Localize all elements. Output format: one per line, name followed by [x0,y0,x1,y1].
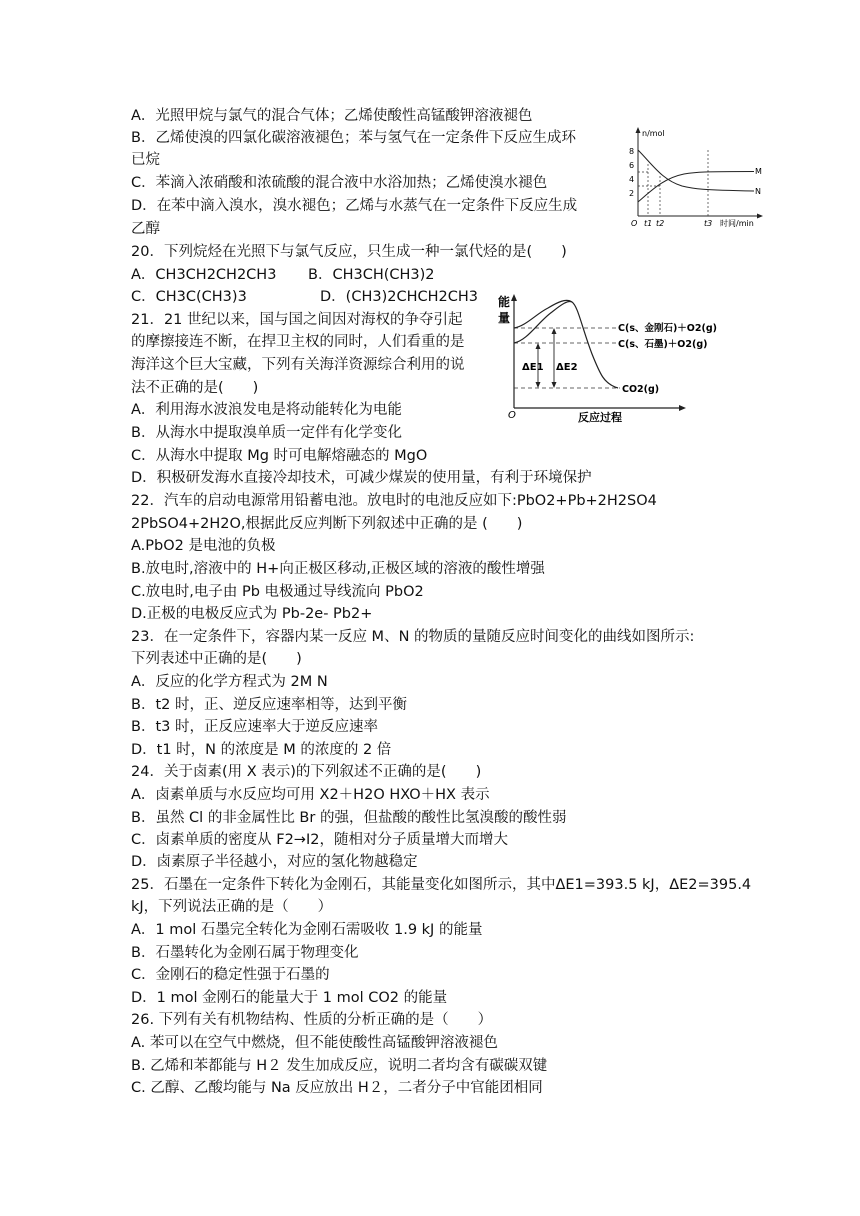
level-co2-label: CO2(g) [622,384,660,395]
y-tick-2: 2 [629,189,635,198]
de1-label: ΔE1 [522,362,544,373]
q21-stem-4: 法不正确的是( ) [131,380,259,396]
q21-stem-2: 的摩擦接连不断，在捍卫主权的同时，人们看重的是 [131,334,465,350]
q25-option-c: C．金刚石的稳定性强于石墨的 [131,967,330,983]
energy-x-arrow [679,405,686,411]
curve-n-label: N [755,187,761,196]
de1-arrowhead-top [536,343,541,349]
q25-stem-2: kJ，下列说法正确的是（ ） [131,899,333,915]
q26-option-a: A. 苯可以在空气中燃烧，但不能使酸性高锰酸钾溶液褪色 [131,1035,498,1051]
energy-curve-graphite [514,301,618,388]
level-diamond-label: C(s、金刚石)＋O2(g) [618,323,717,334]
x-tick-t2: t2 [656,219,665,228]
q26-option-b: B. 乙烯和苯都能与 H２ 发生加成反应，说明二者均含有碳碳双键 [131,1058,548,1074]
curve-n [638,150,754,191]
q22-option-a: A.PbO2 是电池的负极 [131,538,276,554]
q22-stem-1: 22．汽车的启动电源常用铅蓄电池。放电时的电池反应如下:PbO2+Pb+2H2SO4 [131,493,657,509]
q24-stem: 24．关于卤素(用 X 表示)的下列叙述不正确的是( ) [131,764,482,780]
origin-label: O [631,219,638,228]
mn-time-graph [622,126,764,232]
q25-option-b: B．石墨转化为金刚石属于物理变化 [131,945,359,961]
y-tick-8: 8 [629,147,635,156]
x-tick-t3: t3 [704,219,713,228]
energy-origin: O [508,410,516,421]
q22-stem-2: 2PbSO4+2H2O,根据此反应判断下列叙述中正确的是 ( ) [131,516,523,532]
de2-arrowhead-bottom [552,382,557,388]
q25-stem-1: 25．石墨在一定条件下转化为金刚石，其能量变化如图所示，其中ΔE1=393.5 kJ，ΔE2=395.4 [131,877,752,893]
q25-option-a: A．1 mol 石墨完全转化为金刚石需吸收 1.9 kJ 的能量 [131,922,483,938]
q19-option-d: D．在苯中滴入溴水，溴水褪色；乙烯与水蒸气在一定条件下反应生成 [131,198,578,214]
q20-option-a: A．CH3CH2CH2CH3 [131,267,277,283]
q26-stem: 26. 下列有关有机物结构、性质的分析正确的是（ ） [131,1012,493,1028]
q21-option-c: C．从海水中提取 Mg 时可电解熔融态的 MgO [131,448,428,464]
q21-option-d: D．积极研发海水直接冷却技术，可减少煤炭的使用量，有利于环境保护 [131,470,592,486]
de2-label: ΔE2 [556,362,578,373]
q19-option-c: C．苯滴入浓硝酸和浓硫酸的混合液中水浴加热；乙烯使溴水褪色 [131,175,548,191]
q19-option-b-cont: 已烷 [131,152,160,168]
q25-option-d: D．1 mol 金刚石的能量大于 1 mol CO2 的能量 [131,990,448,1006]
level-graphite-label: C(s、石墨)＋O2(g) [618,339,708,350]
q21-option-a: A．利用海水波浪发电是将动能转化为电能 [131,402,402,418]
x-axis-label: 时间/min [720,219,754,228]
q24-option-d: D．卤素原子半径越小，对应的氢化物越稳定 [131,854,418,870]
q26-option-c: C. 乙醇、乙酸均能与 Na 反应放出 H２，二者分子中官能团相同 [131,1080,543,1096]
q24-option-b: B．虽然 Cl 的非金属性比 Br 的强，但盐酸的酸性比氢溴酸的酸性弱 [131,810,567,826]
q22-option-c: C.放电时,电子由 Pb 电极通过导线流向 PbO2 [131,584,424,600]
q20-stem: 20．下列烷烃在光照下与氯气反应，只生成一种一氯代烃的是( ) [131,244,567,260]
energy-xlabel: 反应过程 [578,411,622,424]
q19-option-b: B．乙烯使溴的四氯化碳溶液褪色；苯与氢气在一定条件下反应生成环 [131,130,576,146]
y-tick-4: 4 [629,175,635,184]
x-axis-arrow [757,214,763,219]
q21-stem-1: 21．21 世纪以来，国与国之间因对海权的争夺引起 [131,312,463,328]
de2-arrowhead-top [552,328,557,334]
q20-option-d: D．(CH3)2CHCH2CH3 [320,289,478,305]
x-tick-t1: t1 [644,219,653,228]
curve-m [638,172,754,203]
energy-y-arrow [511,294,517,301]
q22-option-b: B.放电时,溶液中的 H+向正极区移动,正极区域的溶液的酸性增强 [131,561,545,577]
q21-stem-3: 海洋这个巨大宝藏，下列有关海洋资源综合利用的说 [131,357,465,373]
energy-ylabel-2: 量 [498,311,511,325]
curve-m-label: M [755,167,762,176]
q19-option-d-cont: 乙醇 [131,221,160,237]
q23-stem-1: 23．在一定条件下，容器内某一反应 M、N 的物质的量随反应时间变化的曲线如图所示: [131,629,695,645]
q24-option-a: A．卤素单质与水反应均可用 X2＋H2O HXO＋HX 表示 [131,787,490,803]
y-axis-label: n/mol [642,129,665,138]
q22-option-d: D.正极的电极反应式为 Pb-2e- Pb2+ [131,606,373,622]
q20-option-b: B．CH3CH(CH3)2 [308,267,435,283]
energy-diagram [492,292,722,426]
y-axis-arrow [636,127,641,133]
q23-stem-2: 下列表述中正确的是( ) [131,651,302,667]
q23-option-d: D．t1 时，N 的浓度是 M 的浓度的 2 倍 [131,742,392,758]
y-tick-6: 6 [629,161,635,170]
q19-option-a: A．光照甲烷与氯气的混合气体；乙烯使酸性高锰酸钾溶液褪色 [131,108,533,124]
q24-option-c: C．卤素单质的密度从 F2→I2，随相对分子质量增大而增大 [131,832,508,848]
de1-arrowhead-bottom [536,382,541,388]
energy-curve-diamond [514,300,572,328]
q23-option-b: B．t2 时，正、逆反应速率相等，达到平衡 [131,697,407,713]
q20-option-c: C．CH3C(CH3)3 [131,289,247,305]
q23-option-c: B．t3 时，正反应速率大于逆反应速率 [131,719,378,735]
energy-ylabel-1: 能 [498,295,511,309]
q23-option-a: A．反应的化学方程式为 2M N [131,674,328,690]
q21-option-b: B．从海水中提取溴单质一定伴有化学变化 [131,425,402,441]
